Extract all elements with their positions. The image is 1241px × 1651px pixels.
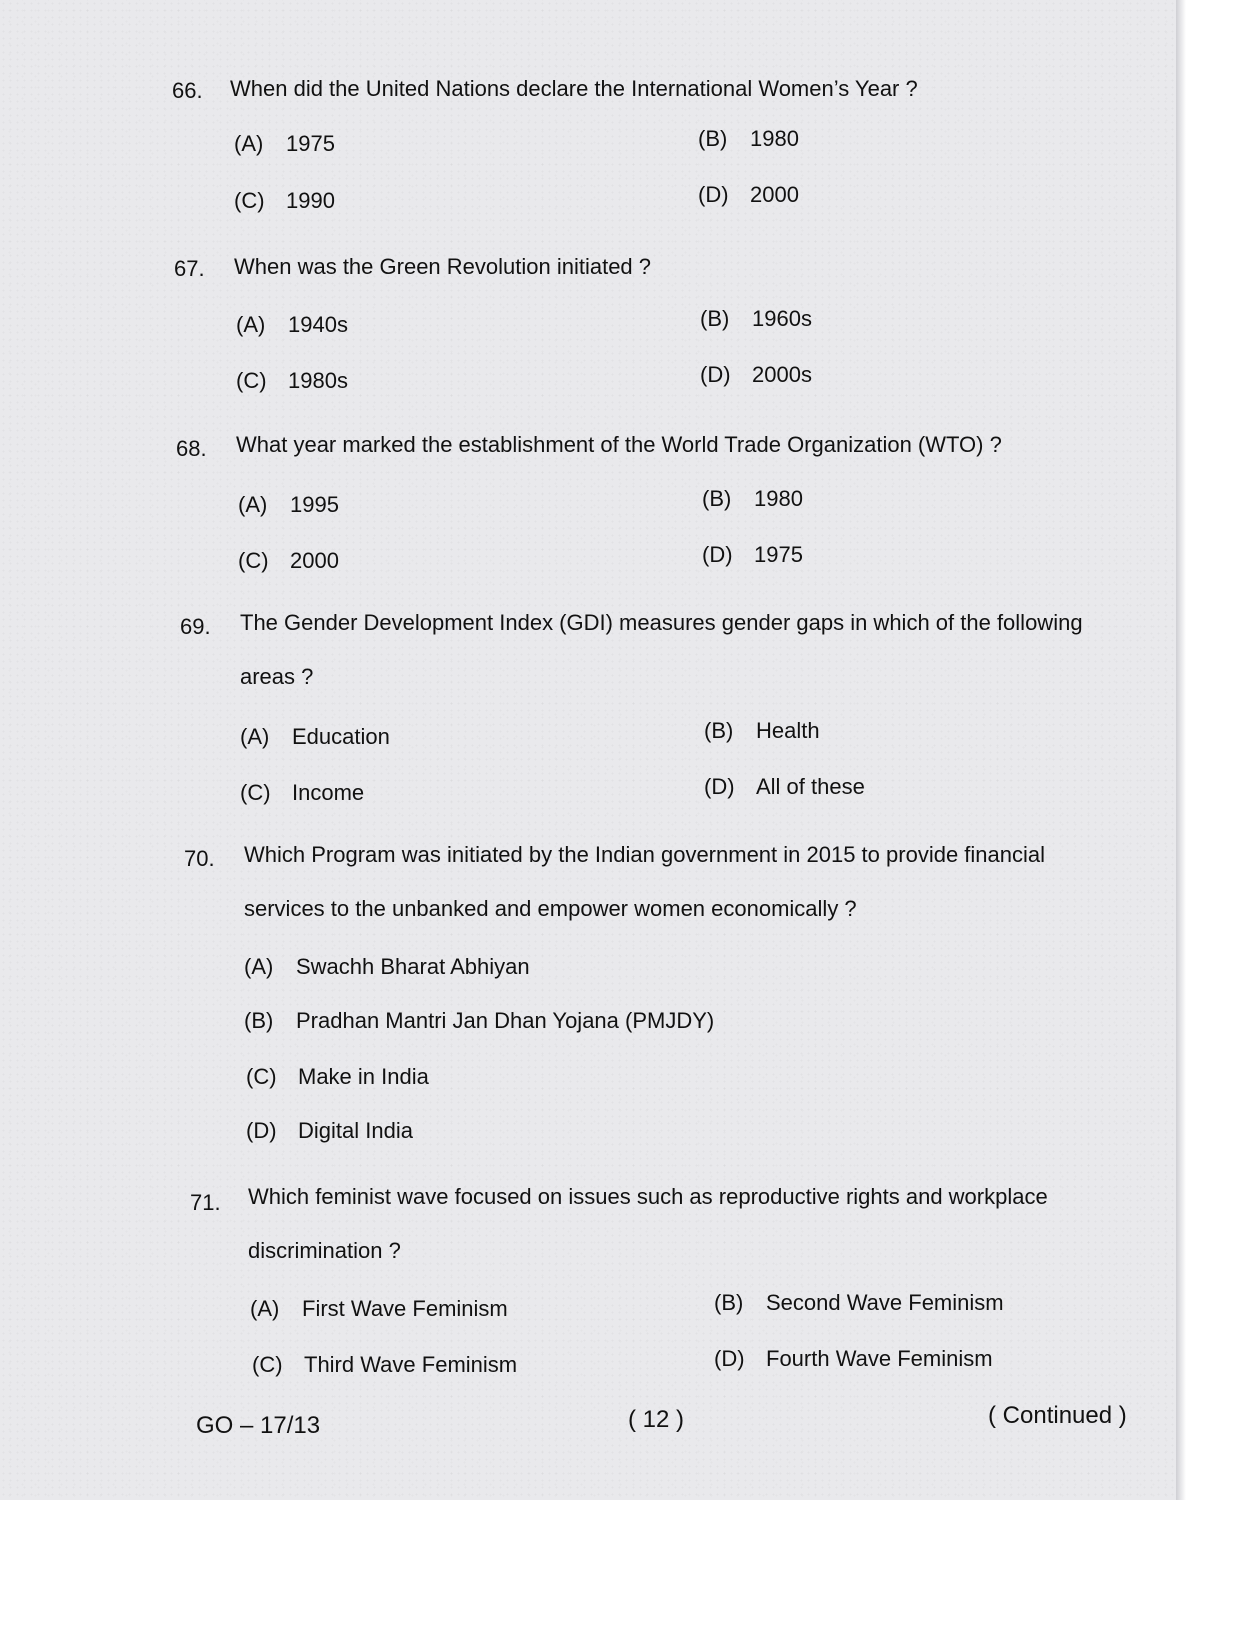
- option-text: 1975: [286, 131, 335, 156]
- option-a: [234, 131, 335, 157]
- question-number: 69.: [180, 614, 211, 639]
- page-number: ( 12 ): [628, 1406, 685, 1433]
- option-text: 1980: [750, 126, 799, 151]
- option-a: [236, 312, 348, 338]
- option-text: Fourth Wave Feminism: [766, 1346, 993, 1371]
- option-text: Income: [292, 780, 365, 805]
- option-text: Third Wave Feminism: [304, 1352, 518, 1377]
- option-label: (C): [234, 188, 265, 213]
- option-label: (B): [700, 306, 730, 331]
- option-label: (D): [702, 542, 733, 567]
- option-d: [700, 362, 812, 388]
- question-text: Which feminist wave focused on issues such as reproductive rights and workplace discrimination ?: [248, 1184, 1048, 1263]
- option-label: (C): [236, 368, 267, 393]
- option-b: [702, 486, 803, 512]
- option-d: [704, 774, 865, 800]
- option-text: 2000: [290, 548, 339, 573]
- option-b: [704, 718, 820, 744]
- question-number: 70.: [184, 846, 215, 871]
- option-text: 1980: [754, 486, 803, 511]
- continued-label: ( Continued ): [988, 1402, 1127, 1429]
- option-text: Digital India: [298, 1118, 413, 1143]
- option-label: (A): [234, 131, 264, 156]
- option-c: [234, 188, 335, 214]
- option-c: [236, 368, 348, 394]
- question-text: Which Program was initiated by the Indian government in 2015 to provide financial services to the unbanked and empower women economically ?: [244, 842, 1046, 921]
- option-label: (B): [714, 1290, 744, 1315]
- option-text: 2000s: [752, 362, 812, 387]
- option-text: 1995: [290, 492, 339, 517]
- option-d: [714, 1346, 993, 1372]
- option-text: 2000: [750, 182, 799, 207]
- option-label: (A): [236, 312, 266, 337]
- option-text: First Wave Feminism: [302, 1296, 508, 1321]
- option-a: [250, 1296, 508, 1322]
- question-text: What year marked the establishment of the World Trade Organization (WTO) ?: [236, 432, 1002, 457]
- option-text: 1980s: [288, 368, 348, 393]
- option-c: [238, 548, 339, 574]
- option-c: [246, 1064, 429, 1090]
- option-label: (D): [704, 774, 735, 799]
- question-number: 66.: [172, 78, 203, 103]
- page-edge-shadow: [1176, 0, 1186, 1500]
- option-d: [702, 542, 803, 568]
- option-label: (A): [250, 1296, 280, 1321]
- option-label: (D): [700, 362, 731, 387]
- question-text: When was the Green Revolution initiated ?: [234, 254, 652, 279]
- option-text: Second Wave Feminism: [766, 1290, 1004, 1315]
- option-label: (B): [698, 126, 728, 151]
- option-label: (A): [240, 724, 270, 749]
- option-text: 1940s: [288, 312, 348, 337]
- option-b: [700, 306, 812, 332]
- option-label: (D): [698, 182, 729, 207]
- paper-code: GO – 17/13: [196, 1412, 321, 1439]
- option-label: (A): [238, 492, 268, 517]
- option-label: (A): [244, 954, 274, 979]
- option-label: (C): [238, 548, 269, 573]
- option-label: (B): [244, 1008, 274, 1033]
- option-label: (C): [246, 1064, 277, 1089]
- option-b: [698, 126, 799, 152]
- option-b: [714, 1290, 1004, 1316]
- option-b: [244, 1008, 714, 1034]
- question-number: 71.: [190, 1190, 221, 1215]
- option-label: (C): [252, 1352, 283, 1377]
- question-number: 68.: [176, 436, 207, 461]
- option-d: [246, 1118, 413, 1144]
- option-label: (D): [714, 1346, 745, 1371]
- option-c: [240, 780, 364, 806]
- option-a: [238, 492, 339, 518]
- option-c: [252, 1352, 517, 1378]
- option-label: (D): [246, 1118, 277, 1143]
- option-label: (B): [704, 718, 734, 743]
- option-text: Health: [756, 718, 820, 743]
- option-a: [244, 954, 530, 980]
- option-text: Make in India: [298, 1064, 429, 1089]
- option-text: Pradhan Mantri Jan Dhan Yojana (PMJDY): [296, 1008, 715, 1033]
- option-d: [698, 182, 799, 208]
- option-text: 1990: [286, 188, 335, 213]
- option-text: Education: [292, 724, 390, 749]
- option-text: Swachh Bharat Abhiyan: [296, 954, 530, 979]
- question-text: The Gender Development Index (GDI) measures gender gaps in which of the following areas ?: [240, 610, 1083, 689]
- option-label: (C): [240, 780, 271, 805]
- option-text: 1960s: [752, 306, 812, 331]
- option-text: 1975: [754, 542, 803, 567]
- option-a: [240, 724, 390, 750]
- option-text: All of these: [756, 774, 865, 799]
- question-number: 67.: [174, 256, 205, 281]
- question-text: When did the United Nations declare the International Women’s Year ?: [230, 76, 918, 101]
- option-label: (B): [702, 486, 732, 511]
